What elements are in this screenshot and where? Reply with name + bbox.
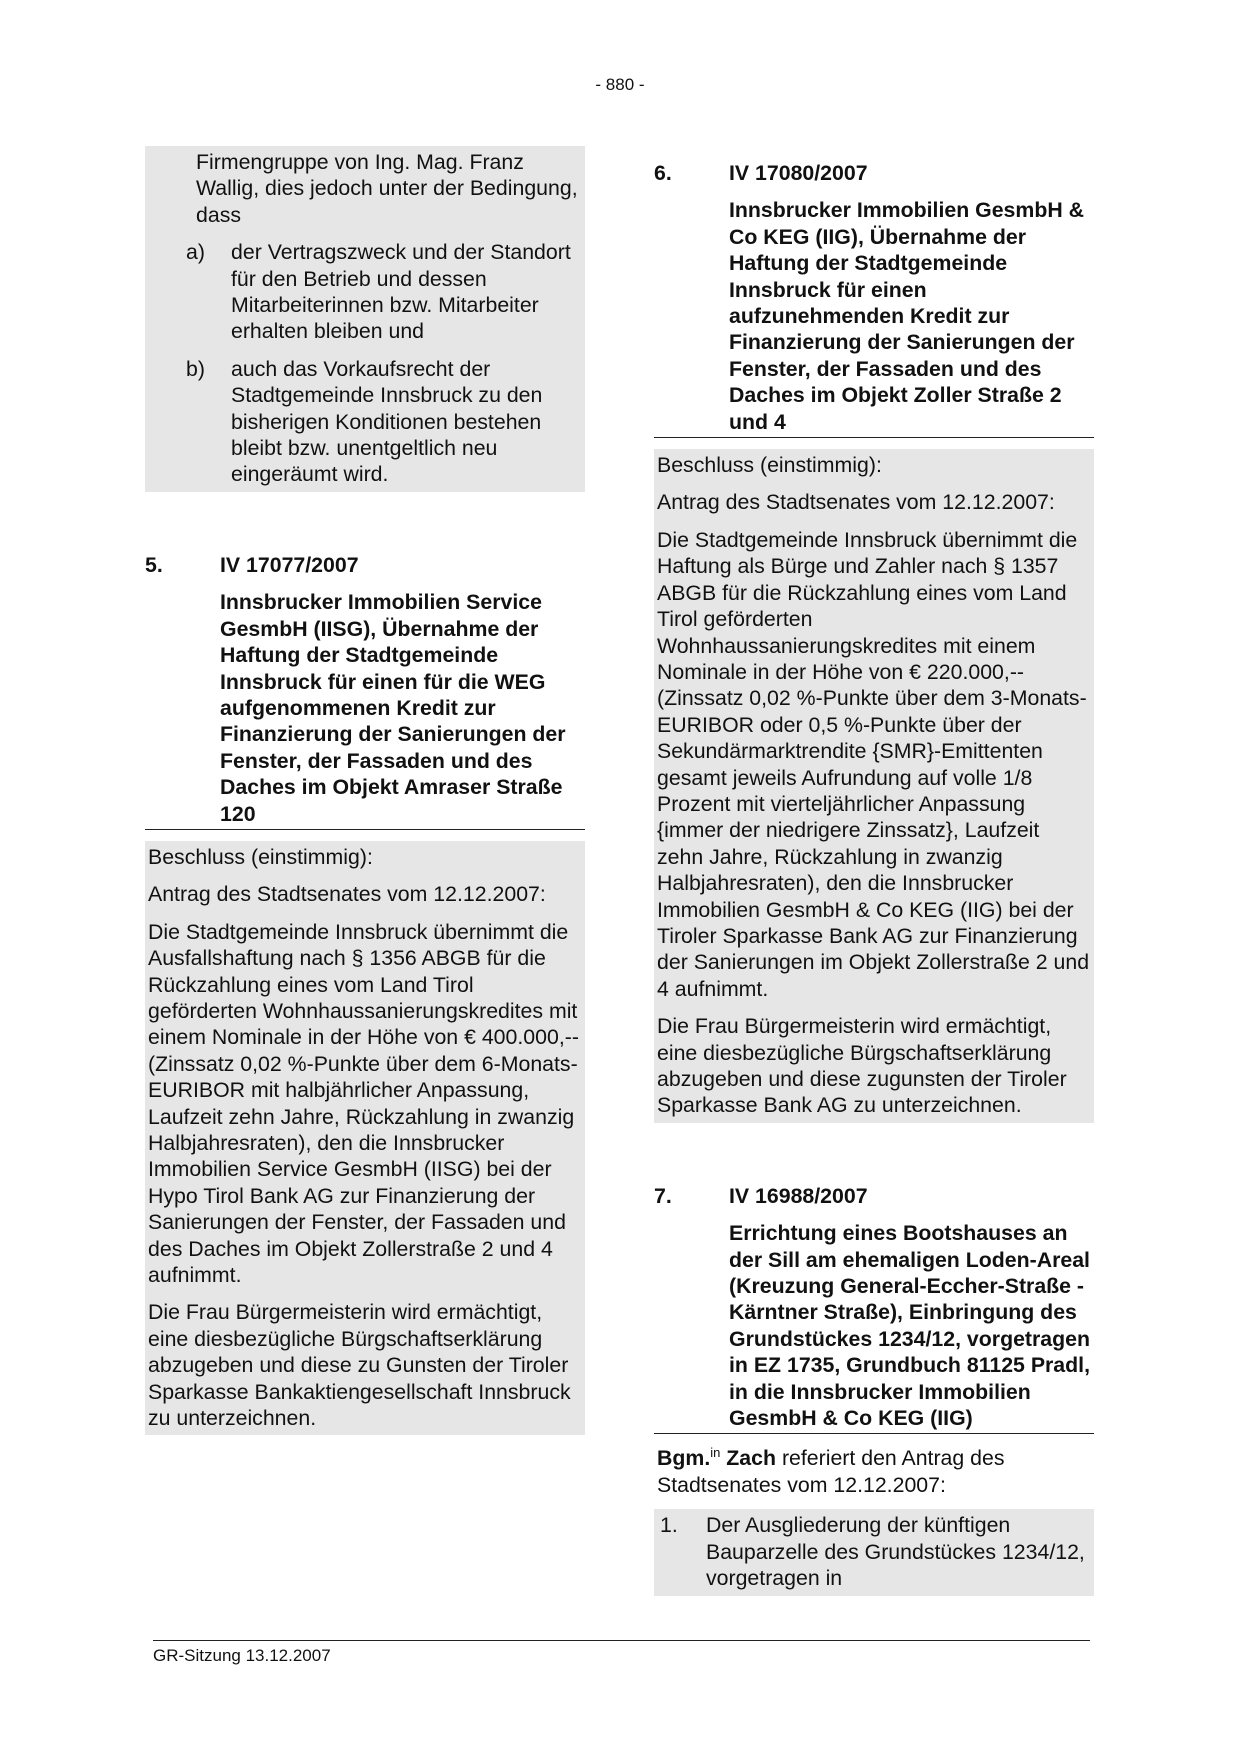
speaker-text: referiert den Antrag des Stadtsenates vom 12.12.2007:: [657, 1446, 1005, 1497]
item-5-decision-box: [145, 841, 585, 1436]
decision-paragraph: Die Frau Bürgermeisterin wird ermächtigt, eine diesbezügliche Bürgschaftserklärung abzugeben und diese zugunsten der Tiroler Sparkasse Bank AG zu unterzeichnen.: [657, 1014, 1067, 1118]
continued-intro: Firmengruppe von Ing. Mag. Franz Wallig, dies jedoch unter der Bedingung, dass: [196, 150, 578, 227]
list-item-text: auch das Vorkaufsrecht der Stadtgemeinde Innsbruck zu den bisherigen Konditionen bestehen bleibt bzw. unentgeltlich neu eingeräumt wird.: [231, 356, 543, 487]
item-7-title: Errichtung eines Bootshauses an der Sill am ehemaligen Loden-Areal (Kreuzung General-Eccher-Straße - Kärntner Straße), Einbringung des Grundstückes 1234/12, vorgetragen in EZ 1735, Grundbuch 81125 Pradl, in die Innsbrucker Immobilien GesmbH & Co KEG (IIG): [654, 1220, 1094, 1434]
list-marker: b): [186, 356, 205, 381]
list-item-text: der Vertragszweck und der Standort für den Betrieb und dessen Mitarbeiterinnen bzw. Mitarbeiter erhalten bleiben und: [231, 240, 571, 344]
speaker-name: Zach: [726, 1446, 777, 1471]
right-column: [654, 146, 1094, 1596]
item-5-heading: [145, 552, 585, 578]
continued-text-box: [145, 146, 585, 492]
decision-paragraph: Die Stadtgemeinde Innsbruck übernimmt die Haftung als Bürge und Zahler nach § 1357 ABGB für die Rückzahlung eines vom Land Tirol geförderten Wohnhaussanierungskredites mit einem Nominale in der Höhe von € 220.000,-- (Zinssatz 0,02 %-Punkte über dem 3-Monats-EURIBOR oder 0,5 %-Punkte über der Sekundärmarktrendite {SMR}-Emittenten gesamt jeweils Aufrundung auf volle 1/8 Prozent mit vierteljährlicher Anpassung {immer der niedrigere Zinssatz}, Laufzeit zehn Jahre, Rückzahlung in zwanzig Halbjahresraten), den die Innsbrucker Immobilien GesmbH & Co KEG (IIG) bei der Tiroler Sparkasse Bank AG zur Finanzierung der Sanierungen im Objekt Zollerstraße 2 und 4 aufnimmt.: [657, 527, 1090, 1001]
list-item: [148, 239, 582, 345]
item-5-title: Innsbrucker Immobilien Service GesmbH (IISG), Übernahme der Haftung der Stadtgemeinde Innsbruck für einen für die WEG aufgenommenen Kredit zur Finanzierung der Sanierungen der Fenster, der Fassaden und des Daches im Objekt Amraser Straße 120: [145, 589, 585, 830]
page-number: - 880 -: [595, 75, 645, 94]
item-number: 6.: [654, 161, 672, 185]
item-code: IV 17080/2007: [729, 161, 868, 185]
list-item-text: Der Ausgliederung der künftigen Bauparzelle des Grundstückes 1234/12, vorgetragen in: [706, 1513, 1085, 1591]
item-6-title: Innsbrucker Immobilien GesmbH & Co KEG (IIG), Übernahme der Haftung der Stadtgemeinde Innsbruck für einen aufzunehmenden Kredit zur Finanzierung der Sanierungen der Fenster, der Fassaden und des Daches im Objekt Zoller Straße 2 und 4: [654, 197, 1094, 438]
item-7-list-box: [654, 1509, 1094, 1595]
decision-paragraph: Die Stadtgemeinde Innsbruck übernimmt die Ausfallshaftung nach § 1356 ABGB für die Rückzahlung eines vom Land Tirol geförderten Wohnhaussanierungskredites mit einem Nominale in der Höhe von € 400.000,-- (Zinssatz 0,02 %-Punkte über dem 6-Monats-EURIBOR mit halbjährlicher Anpassung, Laufzeit zehn Jahre, Rückzahlung in zwanzig Halbjahresraten), den die Innsbrucker Immobilien Service GesmbH (IISG) bei der Hypo Tirol Bank AG zur Finanzierung der Sanierungen der Fenster, der Fassaden und des Daches im Objekt Zollerstraße 2 und 4 aufnimmt.: [148, 919, 579, 1288]
motion-label: Antrag des Stadtsenates vom 12.12.2007:: [657, 490, 1055, 515]
decision-label: Beschluss (einstimmig):: [657, 453, 882, 478]
item-6-decision-box: [654, 449, 1094, 1123]
speaker-title: Bgm.: [657, 1446, 711, 1471]
list-item: [148, 356, 582, 488]
item-code: IV 16988/2007: [729, 1183, 868, 1208]
item-number: 5.: [145, 552, 163, 577]
motion-label: Antrag des Stadtsenates vom 12.12.2007:: [148, 882, 546, 907]
decision-paragraph: Die Frau Bürgermeisterin wird ermächtigt, eine diesbezügliche Bürgschaftserklärung abzugeben und diese zu Gunsten der Tiroler Sparkasse Bankaktiengesellschaft Innsbruck zu unterzeichnen.: [148, 1300, 571, 1431]
list-marker: a): [186, 240, 205, 265]
footer: GR-Sitzung 13.12.2007: [153, 1640, 1090, 1667]
left-column: [145, 146, 585, 1435]
item-number: 7.: [654, 1183, 672, 1208]
speaker-title-suffix: in: [710, 1445, 721, 1461]
speaker-line: [657, 1445, 1094, 1498]
item-7-heading: [654, 1183, 1094, 1209]
decision-label: Beschluss (einstimmig):: [148, 844, 373, 869]
list-item: [657, 1512, 1091, 1591]
item-code: IV 17077/2007: [220, 552, 359, 577]
item-6-heading: [654, 160, 1094, 186]
list-marker: 1.: [660, 1513, 678, 1538]
